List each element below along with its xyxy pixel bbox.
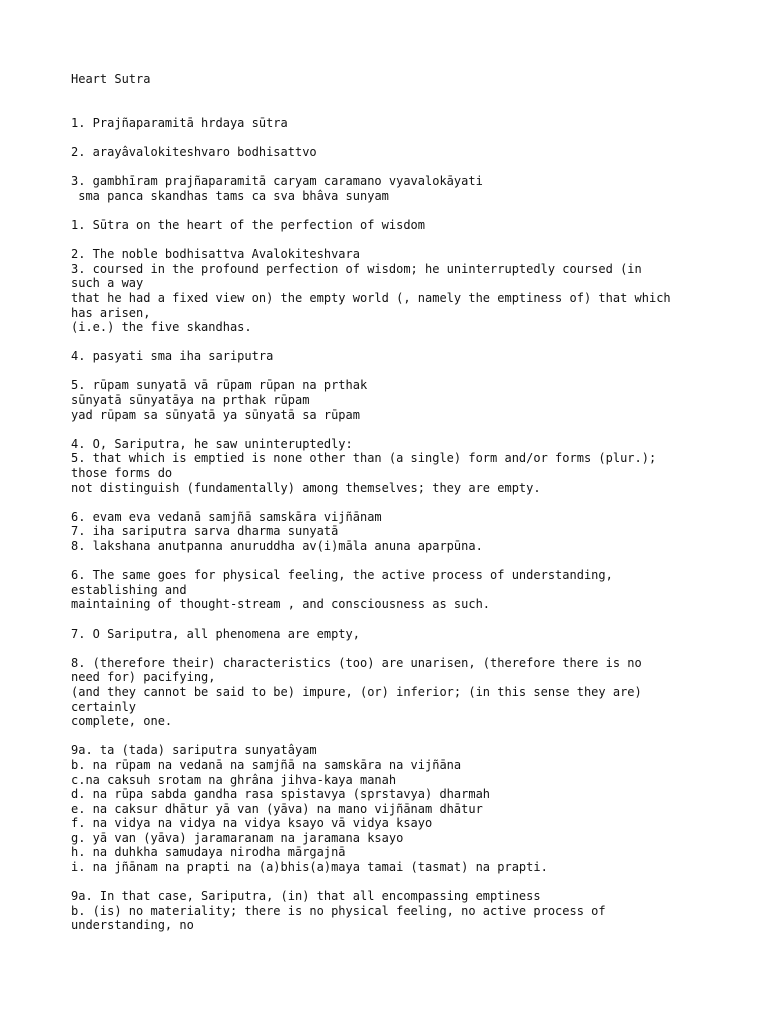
- text-line: b. (is) no materiality; there is no physical feeling, no active process of: [71, 903, 606, 918]
- text-line: not distinguish (fundamentally) among themselves; they are empty.: [71, 480, 541, 495]
- text-line: [71, 130, 751, 145]
- text-line: [71, 101, 751, 116]
- text-line: maintaining of thought-stream , and consciousness as such.: [71, 597, 491, 612]
- text-line: 8. lakshana anutpanna anuruddha av(i)māla anuna aparpūna.: [71, 539, 483, 553]
- text-line: certainly: [71, 699, 137, 714]
- text-line: 6. evam eva vedanā samjñā samskāra vijñānam: [71, 509, 382, 524]
- text-line: those forms do: [71, 466, 173, 481]
- text-line: understanding, no: [71, 918, 194, 933]
- text-line: sūnyatā sūnyatāya na prthak rūpam: [71, 393, 310, 408]
- document-body: [71, 72, 751, 933]
- text-line: such a way: [71, 276, 144, 291]
- text-line: 1. Prajñaparamitā hrdaya sūtra: [71, 115, 288, 130]
- text-line: has arisen,: [71, 305, 151, 320]
- document-title: Heart Sutra: [71, 72, 151, 86]
- text-line: [71, 87, 751, 102]
- text-line: establishing and: [71, 582, 187, 597]
- text-line: c.na caksuh srotam na ghrâna jihva-kaya manah: [71, 772, 397, 787]
- text-line: 3. gambhīram prajñaparamitā caryam caramano vyavalokāyati: [71, 174, 483, 189]
- text-line: 2. The noble bodhisattva Avalokiteshvara: [71, 247, 360, 262]
- text-line: 8. (therefore their) characteristics (too) are unarisen, (therefore there is no: [71, 655, 642, 670]
- text-line: 9a. In that case, Sariputra, (in) that all encompassing emptiness: [71, 889, 541, 904]
- text-line: [71, 495, 751, 510]
- text-line: 4. O, Sariputra, he saw uninteruptedly:: [71, 436, 353, 451]
- text-line: [71, 875, 751, 890]
- text-line: (i.e.) the five skandhas.: [71, 320, 252, 335]
- text-line: yad rūpam sa sūnyatā ya sūnyatā sa rūpam: [71, 407, 360, 422]
- text-line: [71, 729, 751, 744]
- text-line: d. na rūpa sabda gandha rasa spistavya (sprstavya) dharmah: [71, 787, 491, 802]
- text-line: [71, 554, 751, 569]
- text-line: 7. iha sariputra sarva dharma sunyatā: [71, 524, 339, 539]
- text-line: h. na duhkha samudaya nirodha mārgajnā: [71, 845, 346, 860]
- text-line: need for) pacifying,: [71, 670, 216, 685]
- text-line: [71, 160, 751, 175]
- text-line: 2. arayâvalokiteshvaro bodhisattvo: [71, 144, 317, 159]
- text-line: 5. that which is emptied is none other than (a single) form and/or forms (plur.);: [71, 451, 657, 466]
- text-line: [71, 203, 751, 218]
- text-line: e. na caksur dhātur yā van (yāva) na mano vijñānam dhātur: [71, 801, 483, 816]
- text-line: g. yā van (yāva) jaramaranam na jaramana ksayo: [71, 830, 404, 845]
- text-line: [71, 612, 751, 627]
- text-line: [71, 335, 751, 350]
- text-line: [71, 364, 751, 379]
- text-line: 9a. ta (tada) sariputra sunyatâyam: [71, 743, 317, 758]
- text-line: sma panca skandhas tams ca sva bhâva sunyam: [71, 188, 389, 203]
- text-line: complete, one.: [71, 714, 173, 729]
- text-line: (and they cannot be said to be) impure, (or) inferior; (in this sense they are): [71, 684, 642, 699]
- text-line: f. na vidya na vidya na vidya ksayo vā vidya ksayo: [71, 816, 433, 831]
- text-line: 7. O Sariputra, all phenomena are empty,: [71, 626, 360, 641]
- text-line: 5. rūpam sunyatā vā rūpam rūpan na prthak: [71, 378, 368, 393]
- text-line: i. na jñānam na prapti na (a)bhis(a)maya tamai (tasmat) na prapti.: [71, 860, 548, 875]
- text-line: 3. coursed in the profound perfection of wisdom; he uninterruptedly coursed (in: [71, 261, 642, 276]
- text-line: b. na rūpam na vedanā na samjñā na samskāra na vijñāna: [71, 757, 462, 772]
- text-line: that he had a fixed view on) the empty world (, namely the emptiness of) that which: [71, 290, 671, 305]
- text-line: [71, 641, 751, 656]
- text-line: [71, 422, 751, 437]
- text-line: 1. Sūtra on the heart of the perfection of wisdom: [71, 217, 426, 232]
- text-line: 6. The same goes for physical feeling, the active process of understanding,: [71, 568, 613, 583]
- text-line: [71, 233, 751, 248]
- text-line: 4. pasyati sma iha sariputra: [71, 349, 274, 364]
